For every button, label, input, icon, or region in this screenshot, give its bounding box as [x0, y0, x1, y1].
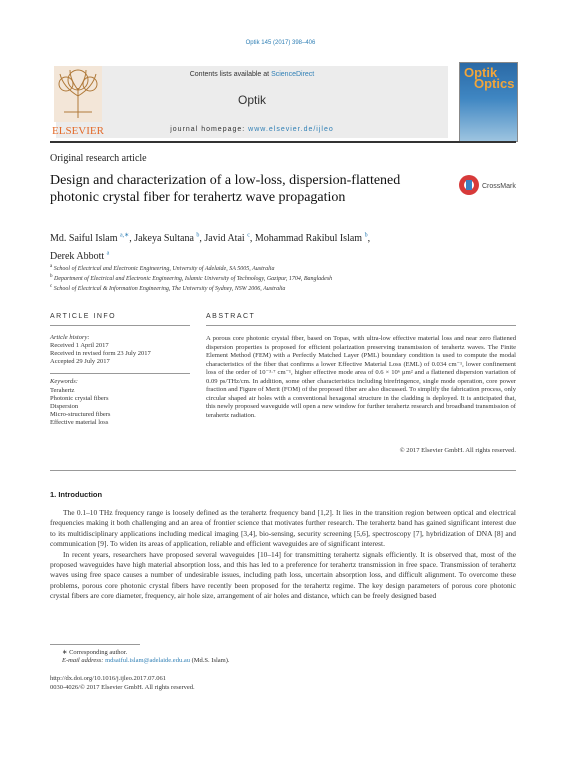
keywords-label: Keywords:: [50, 378, 78, 385]
journal-name: Optik: [237, 93, 266, 107]
email-note: E-mail address: mdsaiful.islam@adelaide.edu.au (Md.S. Islam).: [62, 657, 230, 664]
affiliation-b: $^b$ Department of Electrical and Electronic Engineering, Islamic University of Technology, Gazipur, 1704, Bangladesh: [50, 274, 333, 282]
article-title: Design and characterization of a low-loss, dispersion-flattened photonic crystal fiber for terahertz wave propagation: [50, 173, 401, 205]
contents-available: Contents lists available at ScienceDirect: [189, 71, 315, 78]
journal-citation-link[interactable]: Optik 145 (2017) 398–406: [245, 40, 316, 46]
keywords-rule: [50, 373, 190, 374]
sciencedirect-link[interactable]: ScienceDirect: [271, 71, 315, 78]
introduction-body: [50, 508, 516, 602]
abstract-text: A porous core photonic crystal fiber, based on Topas, with ultra-low effective material loss and near zero flattened dispersion properties is proposed for efficient polarization preserving transmission of terahertz waves. The Finite Element Method (FEM) with a Perfectly Matched Layer (PML) boundary condition is used to compute the modal characteristics of the fiber that confirms a lower Effective Material Loss (EML) of 0.034 cm⁻¹, lower confinement loss of the order of 10⁻³·⁷ cm⁻¹, higher effective mode area of 0.6 × 10⁶ μm² and a flattened dispersion variation of 0.09 ps/THz/cm. In addition, some other characteristics including birefringence, single mode operation, core power fraction and Figure of Merit (FOM) of the proposed fiber are also discussed. To simplify the fabrication process, only circular shaped air holes with a conventional hexagonal structure in the cladding is deployed. It is anticipated that, this newly proposed waveguide will open a new window for further terahertz research and broadband transmission of terahertz radiation.: [206, 335, 516, 419]
author-4: Mohammad Rakibul Islam $^b$,: [254, 233, 371, 245]
keyword-5: Effective material loss: [50, 419, 109, 426]
header-divider: [50, 141, 516, 143]
article-type: Original research article: [50, 153, 147, 164]
history-label: Article history:: [50, 334, 90, 341]
footnote-rule: [50, 644, 140, 645]
author-5: Derek Abbott $^a$: [50, 250, 110, 262]
crossmark-button[interactable]: [458, 174, 518, 196]
history-received: Received 1 April 2017: [50, 342, 109, 349]
keyword-3: Dispersion: [50, 403, 79, 410]
corresponding-author-note: ∗ Corresponding author.: [62, 649, 128, 656]
affiliation-a: $^a$ School of Electrical and Electronic Engineering, University of Adelaide, SA 5005, Australia: [50, 264, 275, 272]
author-2: Jakeya Sultana $^b$,: [134, 233, 205, 245]
author-email-link[interactable]: mdsaiful.islam@adelaide.edu.au: [105, 657, 190, 664]
intro-paragraph-1: The 0.1–10 THz frequency range is loosely defined as the terahertz frequency band [1,2]. It lies in the transition region between optical and electrical frequencies making it both challenging and an area of frontier science that motivates further research. The terahertz band has gained significant interest due to its multidisciplinary applications including medical imaging [3,4], bio-sensing, security screening [5,6], spectroscopy [7], hybridization of DNA [8] and communication [9]. To widen its areas of application, reliable and efficient waveguides are of significant interest.: [50, 508, 516, 549]
author-1: Md. Saiful Islam $^{a,∗}$,: [50, 233, 135, 245]
abstract-rule: [206, 325, 516, 326]
intro-paragraph-2: In recent years, researchers have proposed several waveguides [10–14] for transmitting terahertz signals efficiently. It is observed that, most of the proposed waveguides have high material absorption loss, and this has led to a preference for terahertz transmission in free space. Transmission of terahertz waves using free space causes a number of undesirable issues, including path loss, uncertain absorption loss, and difficult alignment. To overcome these problems, porous core photonic crystal fibers have recently been proposed for the terahertz regime. The key design parameters of porous core photonic crystal fibers are core diameter, frequency, air hole size, arrangement of air holes and distance, which can be freely designed based: [50, 549, 516, 601]
keyword-1: Terahertz: [50, 387, 75, 394]
abstract-copyright: © 2017 Elsevier GmbH. All rights reserved.: [399, 447, 516, 454]
journal-homepage: journal homepage: www.elsevier.de/ijleo: [170, 126, 334, 133]
history-revised: Received in revised form 23 July 2017: [50, 350, 151, 357]
abstract-heading: ABSTRACT: [206, 313, 256, 320]
affiliation-c: $^c$ School of Electrical & Information Engineering, The University of Sydney, NSW 2006, Australia: [50, 284, 286, 292]
elsevier-wordmark: ELSEVIER: [52, 125, 104, 137]
svg-text:CrossMark: CrossMark: [482, 183, 516, 190]
abstract-bottom-rule: [50, 470, 516, 471]
doi-link[interactable]: http://dx.doi.org/10.1016/j.ijleo.2017.07.061: [50, 675, 166, 682]
issn-line: 0030-4026/© 2017 Elsevier GmbH. All rights reserved.: [50, 684, 195, 691]
history-accepted: Accepted 29 July 2017: [50, 358, 110, 365]
article-info-rule: [50, 325, 190, 326]
introduction-heading: 1. Introduction: [50, 490, 103, 499]
journal-cover-image: Optik Optics: [459, 62, 518, 142]
keyword-4: Micro-structured fibers: [50, 411, 111, 418]
article-info-heading: ARTICLE INFO: [50, 313, 117, 320]
author-list: [50, 229, 470, 264]
author-3: Javid Atai $^c$,: [204, 233, 255, 245]
keyword-2: Photonic crystal fibers: [50, 395, 109, 402]
journal-homepage-link[interactable]: www.elsevier.de/ijleo: [248, 126, 334, 133]
